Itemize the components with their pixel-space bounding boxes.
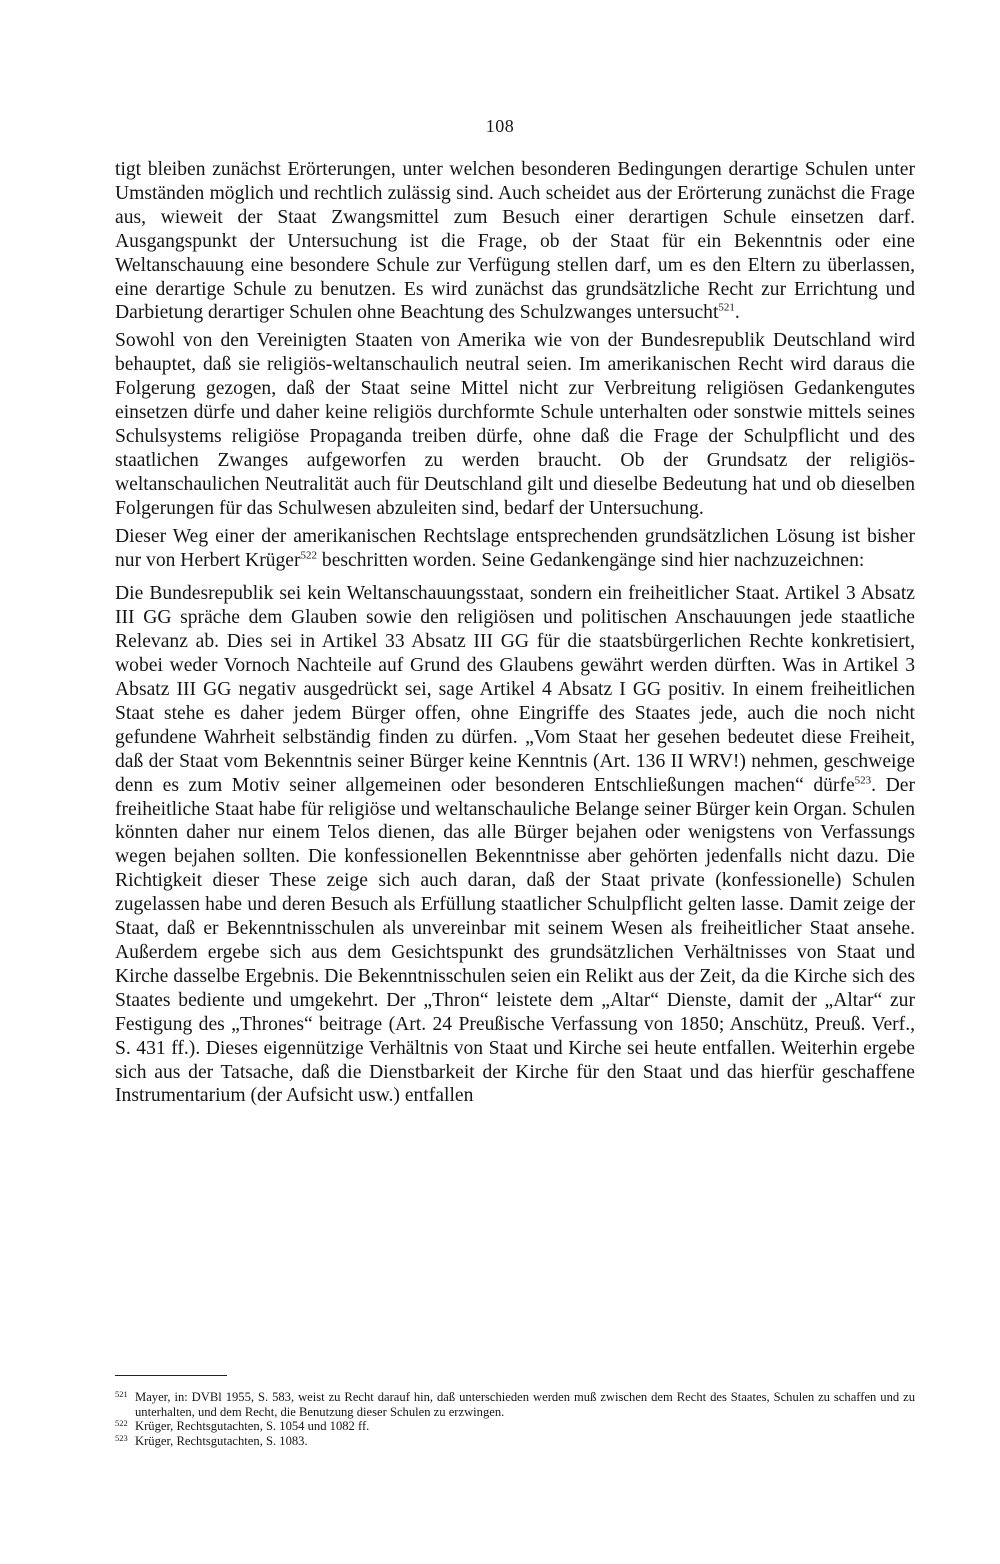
footnote-separator xyxy=(115,1375,227,1376)
paragraph-text: beschritten worden. Seine Gedankengänge sind hier nachzuzeichnen: xyxy=(317,549,865,571)
footnote-reference: 521 xyxy=(718,301,735,314)
footnote xyxy=(115,1390,915,1419)
footnotes xyxy=(115,1390,915,1448)
footnote-number: 521 xyxy=(115,1389,128,1399)
paragraph-text: . Der freiheitliche Staat habe für religiöse und weltanschauliche Belange seiner Bürger kein Organ. Schulen könnten daher nur einem Telos dienen, das alle Bürger bejahen oder wenigstens von Verfassungs wegen bejahen sollten. Die konfessionellen Bekenntnisse aber gehörten jedenfalls nicht dazu. Die Richtigkeit dieser These zeige sich auch daran, daß der Staat private (konfessionelle) Schulen zugelassen habe und deren Besuch als Erfüllung staatlicher Schulpflicht gelten lasse. Damit zeige der Staat, daß er Bekenntnisschulen als unvereinbar mit seinem Wesen als freiheitlicher Staat ansehe. Außerdem ergebe sich aus dem Gesichtspunkt des grundsätzlichen Verhältnisses von Staat und Kirche dasselbe Ergebnis. Die Bekenntnisschulen seien ein Relikt aus der Zeit, da die Kirche sich des Staates bediente und umgekehrt. Der „Thron“ leistete dem „Altar“ Dienste, damit der „Altar“ zur Festigung des „Thrones“ beitrage (Art. 24 Preußische Verfassung von 1850; Anschütz, Preuß. Verf., S. 431 ff.). Dieses eigennützige Verhältnis von Staat und Kirche sei heute entfallen. Weiterhin ergebe sich aus der Tatsache, daß die Dienstbarkeit der Kirche für den Staat und das hierfür geschaffene Instrumentarium (der Aufsicht usw.) entfallen xyxy=(115,774,915,1107)
paragraph-text: . xyxy=(734,302,740,324)
main-text xyxy=(115,158,915,1108)
footnote-text: Krüger, Rechtsgutachten, S. 1083. xyxy=(135,1433,308,1448)
paragraph-3 xyxy=(115,525,915,573)
paragraph-text: Dieser Weg einer der amerikanischen Rechtslage entsprechenden grundsätzlichen Lösung ist bisher nur von Herbert Krüger xyxy=(115,525,915,571)
paragraph-text: Sowohl von den Vereinigten Staaten von Amerika wie von der Bundesrepublik Deutschland wird behauptet, daß sie religiös-weltanschaulich neutral seien. Im amerikanischen Recht wird daraus die Folgerung gezogen, daß der Staat seine Mittel nicht zur Verbreitung religiösen Gedankengutes einsetzen dürfe und daher keine religiös durchformte Schule unterhalten oder sonstwie mittels seines Schulsystems religiöse Propaganda treiben dürfe, ohne daß die Frage der Schulpflicht und des staatlichen Zwanges aufgeworfen zu werden braucht. Ob der Grundsatz der religiös-weltanschaulichen Neutralität auch für Deutschland gilt und dieselbe Bedeutung hat und ob dieselben Folgerungen für das Schulwesen abzuleiten sind, bedarf der Untersuchung. xyxy=(115,330,915,519)
paragraph-4 xyxy=(115,582,915,1108)
footnote-number: 523 xyxy=(115,1432,128,1443)
page-number: 108 xyxy=(485,116,515,136)
footnote-text: Krüger, Rechtsgutachten, S. 1054 und 1082 ff. xyxy=(135,1419,370,1434)
footnote xyxy=(115,1434,915,1449)
paragraph-text: Die Bundesrepublik sei kein Weltanschauungsstaat, sondern ein freiheitlicher Staat. Artikel 3 Absatz III GG spräche dem Glauben sowie den religiösen und politischen Anschauungen jede staatliche Relevanz ab. Dies sei in Artikel 33 Absatz III GG für die staatsbürgerlichen Rechte konkretisiert, wobei weder Vornoch Nachteile auf Grund des Glaubens gewährt werden dürften. Was in Artikel 3 Absatz III GG negativ ausgedrückt sei, sage Artikel 4 Absatz I GG positiv. In einem freiheitlichen Staat stehe es daher jedem Bürger offen, ohne Eingriffe des Staates jede, auch die noch nicht gefundene Wahrheit selbständig finden zu dürfen. „Vom Staat her gesehen bedeutet diese Freiheit, daß der Staat vom Bekenntnis seiner Bürger keine Kenntnis (Art. 136 II WRV!) nehmen, geschweige denn es zum Motiv seiner allgemeinen oder besonderen Entschließungen machen“ dürfe xyxy=(115,583,915,796)
footnote-reference: 523 xyxy=(854,774,872,787)
footnote-number: 522 xyxy=(115,1418,128,1429)
footnote-text: Mayer, in: DVBl 1955, S. 583, weist zu Recht darauf hin, daß unterschieden werden muß zwischen dem Recht des Staates, Schulen zu schaffen und zu unterhalten, und dem Recht, die Benutzung dieser Schulen zu erzwingen. xyxy=(135,1390,915,1419)
paragraph-text: tigt bleiben zunächst Erörterungen, unter welchen besonderen Bedingungen derartige Schulen unter Umständen möglich und rechtlich zulässig sind. Auch scheidet aus der Erörterung zunächst die Frage aus, wieweit der Staat Zwangsmittel zum Besuch einer derartigen Schule einsetzen darf. Ausgangspunkt der Untersuchung ist die Frage, ob der Staat für ein Bekenntnis oder eine Weltanschauung eine besondere Schule zur Verfügung stellen darf, um es den Eltern zu überlassen, eine derartige Schule zu benutzen. Es wird zunächst das grundsätzliche Recht zur Errichtung und Darbietung derartiger Schulen ohne Beachtung des Schulzwanges untersucht xyxy=(115,159,915,324)
paragraph-2 xyxy=(115,329,915,520)
footnote xyxy=(115,1419,915,1434)
paragraph-1 xyxy=(115,158,915,325)
footnote-reference: 522 xyxy=(300,548,318,561)
